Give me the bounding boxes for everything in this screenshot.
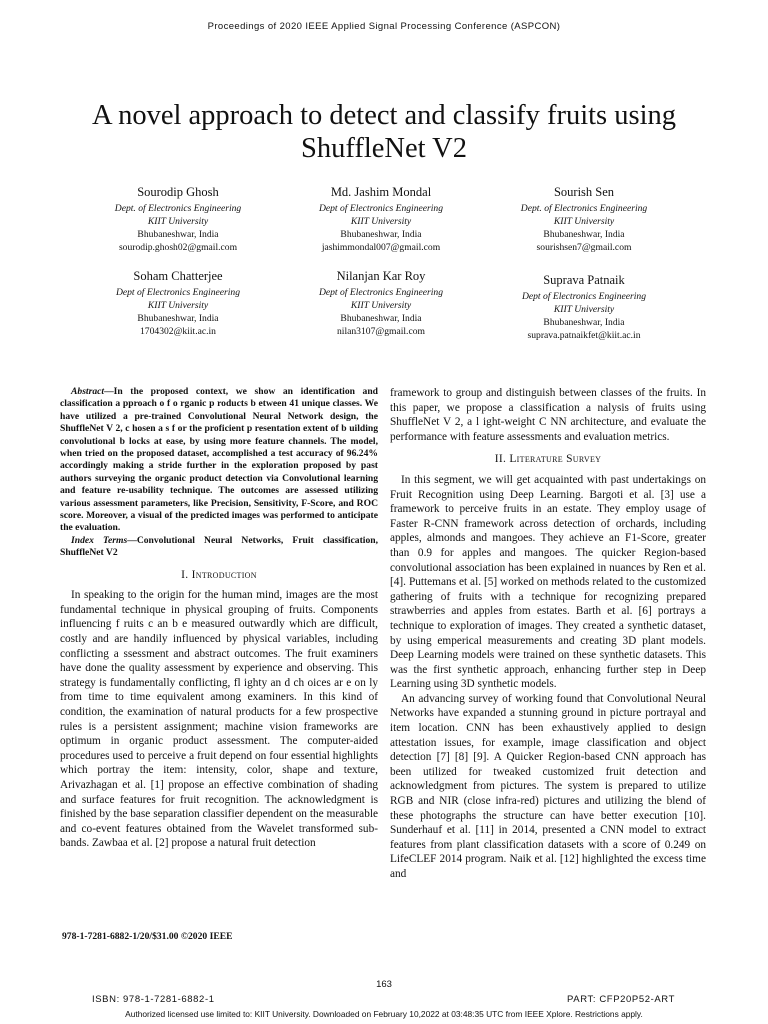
author-univ: KIIT University [147, 300, 209, 311]
author-dept: Dept of Electronics Engineering [318, 287, 444, 298]
abstract-label: Abstract [71, 386, 105, 397]
author-block [474, 184, 694, 254]
intro-paragraph: In speaking to the origin for the human mind, images are the most fundamental technique in physical grouping of fruits. Components influencing f ruits c an b e measured outwardly which are difficult, costly and are handily influenced by physical variables, including conflicting a ssessment and abstract outcomes. The fruit examiners have done the quality assessment by experience and observing. This strategy is fundamentally conflicting, fl ighty an d ch oices ar e on ly from time to time equivalent among examiners. In this kind of condition, the examination of natural products for a few prospective rules is a persistent assignment; machine vision frameworks are optimum in organic product assessment. The computer-aided procedures used to perceive a fruit depend on four essential highlights which portray the item: intensity, color, shape and texture, Arivazhagan et al. [1] propose an effective combination of shading and surface features for fruit recognition. The acknowledgment is finished by the base separation classifier dependent on the measurable and co-event features obtained from the Wavelet transformed sub-bands. Zawbaa et al. [2] propose a natural fruit detection [60, 589, 378, 850]
author-city: Bhubaneshwar, India [543, 229, 625, 240]
literature-paragraph-2: An advancing survey of working found that Convolutional Neural Networks have expanded a stunning ground in picture portrayal and item location. CNN has been exhaustively applied to design attestation issues, for example, image classification and object detection [7] [8] [9]. A Quicker Region-based CNN approach has been utilized for tweaked customized fruit detection and acknowledgment from pictures. The system is prepared to utilize RGB and NIR (close infra-red) pictures and utilizing the blend of these photographs the structure can have better execution [10]. Sunderhauf et al. [11] in 2014, presented a CNN model to extract features from plant classification datasets with a score of 0.249 on LifeCLEF 2014 program. Naik et al. [12] highlighted the excess time and [390, 692, 706, 880]
license-notice: Authorized licensed use limited to: KIIT University. Downloaded on February 10,2022 at 03:48:35 UTC from IEEE Xplore. Restrictions apply. [125, 1009, 643, 1019]
author-block [271, 184, 491, 254]
author-city: Bhubaneshwar, India [340, 313, 422, 324]
paper-title-line-2: ShuffleNet V2 [301, 133, 467, 164]
author-name: Suprava Patnaik [543, 273, 625, 287]
author-email[interactable]: 1704302@kiit.ac.in [140, 326, 216, 337]
author-block [474, 272, 694, 342]
index-terms-text: —Convolutional Neural Networks, Fruit classification, ShuffleNet V2 [60, 534, 378, 559]
author-city: Bhubaneshwar, India [137, 313, 219, 324]
section-heading-literature-survey: II. Literature Survey [494, 453, 602, 466]
author-block [68, 268, 288, 338]
author-email[interactable]: jashimmondal007@gmail.com [321, 242, 441, 253]
author-city: Bhubaneshwar, India [340, 229, 422, 240]
author-email[interactable]: sourishsen7@gmail.com [536, 242, 632, 253]
author-univ: KIIT University [553, 216, 615, 227]
isbn: ISBN: 978-1-7281-6882-1 [92, 994, 215, 1005]
author-dept: Dept of Electronics Engineering [521, 291, 647, 302]
author-block [68, 184, 288, 254]
intro-continued-paragraph: framework to group and distinguish between classes of the fruits. In this paper, we propose a classification a nalysis of fruits using ShuffleNet V 2, a l ight-weight C NN architecture, and evaluate the performance with feature assessments and evaluation metrics. [390, 387, 706, 443]
author-dept: Dept. of Electronics Engineering [520, 203, 648, 214]
right-column [390, 386, 706, 882]
author-univ: KIIT University [553, 304, 615, 315]
author-email[interactable]: sourodip.ghosh02@gmail.com [118, 242, 238, 253]
author-name: Sourish Sen [553, 185, 615, 199]
page-number: 163 [376, 979, 392, 990]
author-name: Sourodip Ghosh [137, 185, 219, 199]
author-city: Bhubaneshwar, India [543, 317, 625, 328]
paper-title-line-1: A novel approach to detect and classify fruits using [91, 100, 677, 131]
author-univ: KIIT University [350, 216, 412, 227]
author-email[interactable]: nilan3107@gmail.com [337, 326, 425, 337]
copyright-notice: 978-1-7281-6882-1/20/$31.00 ©2020 IEEE [62, 931, 233, 942]
abstract-text: —In the proposed context, we show an identification and classification a pproach o f o rganic p roducts b etween 41 unique classes. We have utilized a pre-trained Convolutional Neural Network design, the ShuffleNet V 2, c hosen a s f or the proficient p resentation extent of b uilding convolutional b locks at ease, by using more feature channels. The model, when tried on the proposed dataset, accomplished a test accuracy of 96.24% accordingly making a stride further in the exploration proposed by past authors surveying the organic product detection via Convolutional learning and feature re-usability technique. The outcomes are assessed utilizing various assessment parameters, like Precision, Sensitivity, F-Score, and ROC score. Moreover, a visual of the predicted images was performed to anticipate the evaluation. [60, 386, 378, 534]
paper-title [40, 99, 728, 165]
abstract [60, 386, 378, 560]
part-number: PART: CFP20P52-ART [567, 994, 675, 1005]
author-name: Nilanjan Kar Roy [336, 269, 426, 283]
author-email[interactable]: suprava.patnaikfet@kiit.ac.in [527, 330, 641, 341]
author-name: Soham Chatterjee [133, 269, 223, 283]
author-city: Bhubaneshwar, India [137, 229, 219, 240]
left-column [60, 386, 378, 851]
author-univ: KIIT University [350, 300, 412, 311]
author-univ: KIIT University [147, 216, 209, 227]
section-heading-introduction: I. Introduction [181, 568, 257, 581]
literature-paragraph-1: In this segment, we will get acquainted with past undertakings on Fruit Recognition using Deep Learning. Bargoti et al. [3] use a framework to perceive fruits in an estate. They employ usage of Faster R-CNN framework across detection of orchards, including apples, almonds and mangoes. They achieve an F1-Score, greater than 0.9 for apples and mangoes. The quicker Region-based convolutional association has been explained in nuances by Ren et al. [4]. Puttemans et al. [5] worked on methods related to the customized gathering of fruits with a technique for recognizing prepared strawberries and apples from estates. Barth et al. [6] portrays a technique to exploration of images. They created a synthetic dataset, by using emperical measurements and creating 3D plant models. Deep Learning models were trained on these synthetic datasets. This was the first synthetic approach, enhancing further step in Deep Learning using 3D synthetic models. [390, 473, 706, 691]
proceedings-header: Proceedings of 2020 IEEE Applied Signal Processing Conference (ASPCON) [207, 21, 561, 32]
author-dept: Dept of Electronics Engineering [115, 287, 241, 298]
author-block [271, 268, 491, 338]
index-terms-label: Index Terms [71, 534, 128, 546]
author-name: Md. Jashim Mondal [330, 185, 432, 199]
author-dept: Dept of Electronics Engineering [318, 203, 444, 214]
author-dept: Dept. of Electronics Engineering [114, 203, 242, 214]
